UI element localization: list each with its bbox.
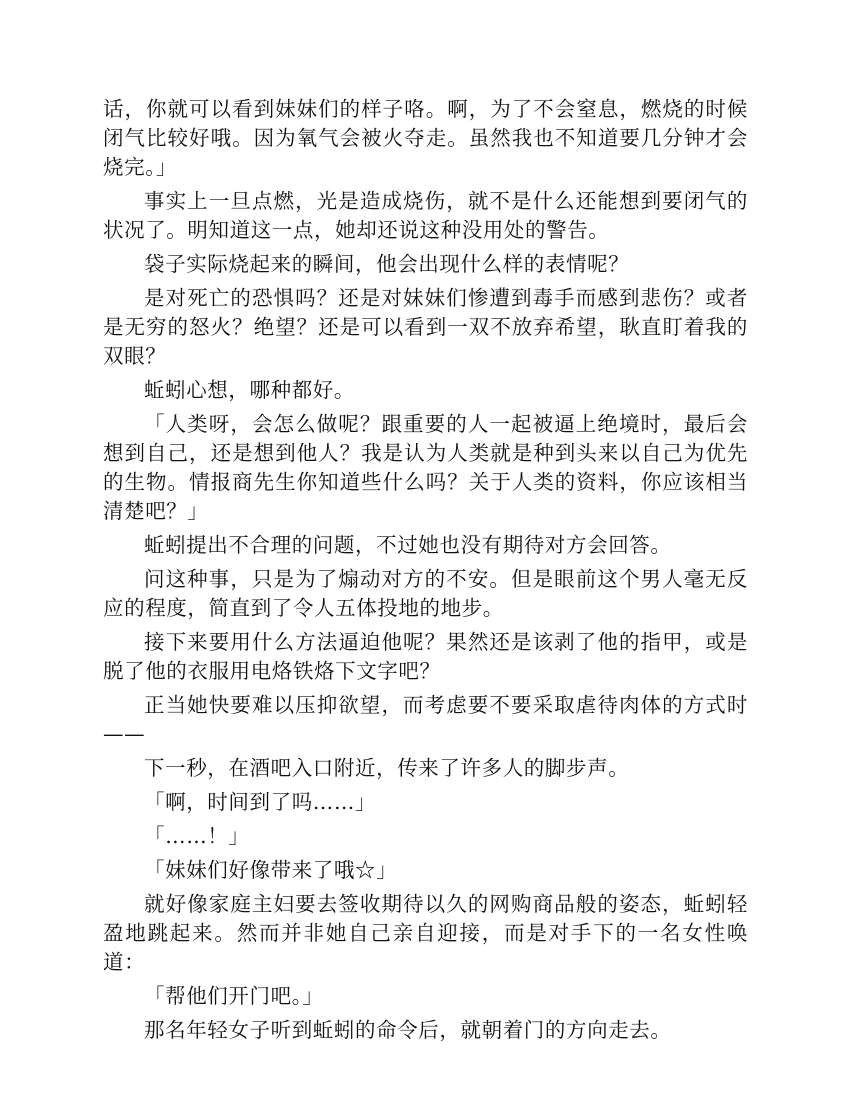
paragraph: 「人类呀，会怎么做呢？跟重要的人一起被逼上绝境时，最后会想到自己，还是想到他人？我是认为人类就是种到头来以自己为优先的生物。情报商先生你知道些什么吗？关于人类的资料，你应该相当清楚吧？」 — [103, 412, 748, 523]
paragraph: 「帮他们开门吧。」 — [144, 984, 324, 1008]
paragraph: 袋子实际烧起来的瞬间，他会出现什么样的表情呢？ — [144, 252, 630, 276]
paragraph: 蚯蚓提出不合理的问题，不过她也没有期待对方会回答。 — [144, 533, 672, 557]
paragraph: 「妹妹们好像带来了哦☆」 — [144, 858, 398, 882]
paragraph: 下一秒，在酒吧入口附近，传来了许多人的脚步声。 — [144, 756, 630, 780]
paragraph: 「……！」 — [144, 824, 250, 848]
paragraph: 事实上一旦点燃，光是造成烧伤，就不是什么还能想到要闭气的状况了。明知道这一点，她却还说这种没用处的警告。 — [103, 189, 748, 242]
paragraph: 蚯蚓心想，哪种都好。 — [144, 378, 355, 402]
paragraph: 「啊，时间到了吗……」 — [144, 790, 377, 814]
paragraph: 是对死亡的恐惧吗？还是对妹妹们惨遭到毒手而感到悲伤？或者是无穷的怒火？绝望？还是可以看到一双不放弃希望，耿直盯着我的双眼？ — [103, 286, 748, 368]
document-page — [103, 95, 748, 1050]
paragraph: 正当她快要难以压抑欲望，而考虑要不要采取虐待肉体的方式时—— — [103, 693, 748, 746]
paragraph: 那名年轻女子听到蚯蚓的命令后，就朝着门的方向走去。 — [144, 1018, 672, 1042]
paragraph: 话，你就可以看到妹妹们的样子咯。啊，为了不会窒息，燃烧的时候闭气比较好哦。因为氧气会被火夺走。虽然我也不知道要几分钟才会烧完。」 — [103, 97, 748, 179]
paragraph: 问这种事，只是为了煽动对方的不安。但是眼前这个男人毫无反应的程度，简直到了令人五体投地的地步。 — [103, 567, 748, 620]
paragraph: 接下来要用什么方法逼迫他呢？果然还是该剥了他的指甲，或是脱了他的衣服用电烙铁烙下文字吧？ — [103, 630, 748, 683]
paragraph: 就好像家庭主妇要去签收期待以久的网购商品般的姿态，蚯蚓轻盈地跳起来。然而并非她自己亲自迎接，而是对手下的一名女性唤道： — [103, 892, 748, 974]
